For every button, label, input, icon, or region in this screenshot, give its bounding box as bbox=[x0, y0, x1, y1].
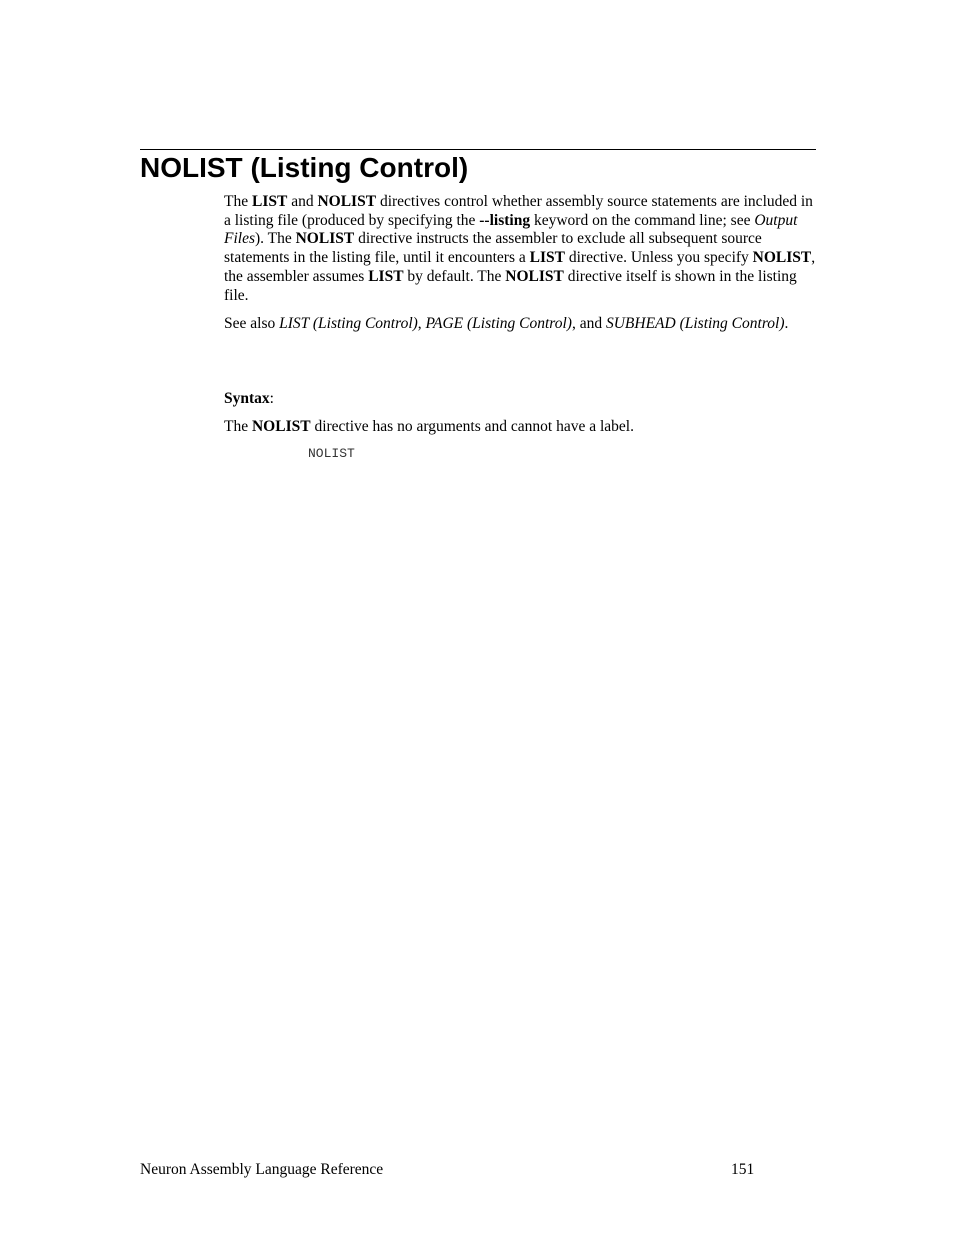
text-run: directive itself is shown in the listing file. bbox=[224, 267, 797, 304]
text-run: by default. The bbox=[403, 267, 506, 285]
keyword-listing-option: --listing bbox=[479, 211, 531, 229]
text-run: directive instructs the assembler to exclude all subsequent source statements in the listing file, until it encounters a bbox=[224, 230, 762, 267]
reference-output-files: Output Files bbox=[224, 211, 798, 248]
keyword-list: LIST bbox=[368, 267, 404, 285]
keyword-nolist: NOLIST bbox=[295, 230, 355, 248]
text-run: The bbox=[224, 193, 252, 210]
text-run: directive. Unless you specify bbox=[564, 249, 753, 267]
keyword-nolist: NOLIST bbox=[752, 249, 812, 267]
text-run: ). The bbox=[255, 230, 296, 248]
text-run: , bbox=[417, 315, 426, 332]
text-run: directives control whether assembly source statements are included in a listing file (produced by specifying the bbox=[224, 193, 813, 229]
syntax-label: Syntax bbox=[224, 390, 270, 407]
syntax-description bbox=[224, 418, 816, 437]
text-run: and bbox=[287, 193, 318, 210]
heading-rule bbox=[140, 149, 816, 150]
see-also-paragraph bbox=[224, 315, 816, 334]
text-run: . bbox=[784, 315, 789, 332]
text-run: keyword on the command line; see bbox=[530, 211, 755, 229]
text-run: , and bbox=[571, 315, 606, 332]
text-run: The bbox=[224, 418, 252, 435]
syntax-heading bbox=[224, 390, 816, 409]
keyword-nolist: NOLIST bbox=[317, 193, 377, 210]
reference-subhead-listing-control[interactable]: SUBHEAD (Listing Control) bbox=[605, 315, 785, 332]
reference-list-listing-control[interactable]: LIST (Listing Control) bbox=[279, 315, 418, 332]
footer-book-title: Neuron Assembly Language Reference bbox=[140, 1161, 384, 1178]
syntax-colon: : bbox=[269, 390, 274, 407]
reference-page-listing-control[interactable]: PAGE (Listing Control) bbox=[425, 315, 572, 332]
text-run: , the assembler assumes bbox=[224, 249, 816, 285]
page-title: NOLIST (Listing Control) bbox=[140, 152, 469, 183]
text-run: directive has no arguments and cannot have a label. bbox=[310, 418, 634, 435]
footer-page-number: 151 bbox=[731, 1161, 755, 1178]
keyword-list: LIST bbox=[529, 249, 565, 267]
syntax-code-example: NOLIST bbox=[308, 446, 355, 461]
keyword-list: LIST bbox=[251, 193, 288, 210]
keyword-nolist: NOLIST bbox=[251, 418, 311, 435]
text-run: See also bbox=[224, 315, 280, 332]
intro-paragraph bbox=[224, 193, 816, 305]
keyword-nolist: NOLIST bbox=[505, 267, 564, 285]
